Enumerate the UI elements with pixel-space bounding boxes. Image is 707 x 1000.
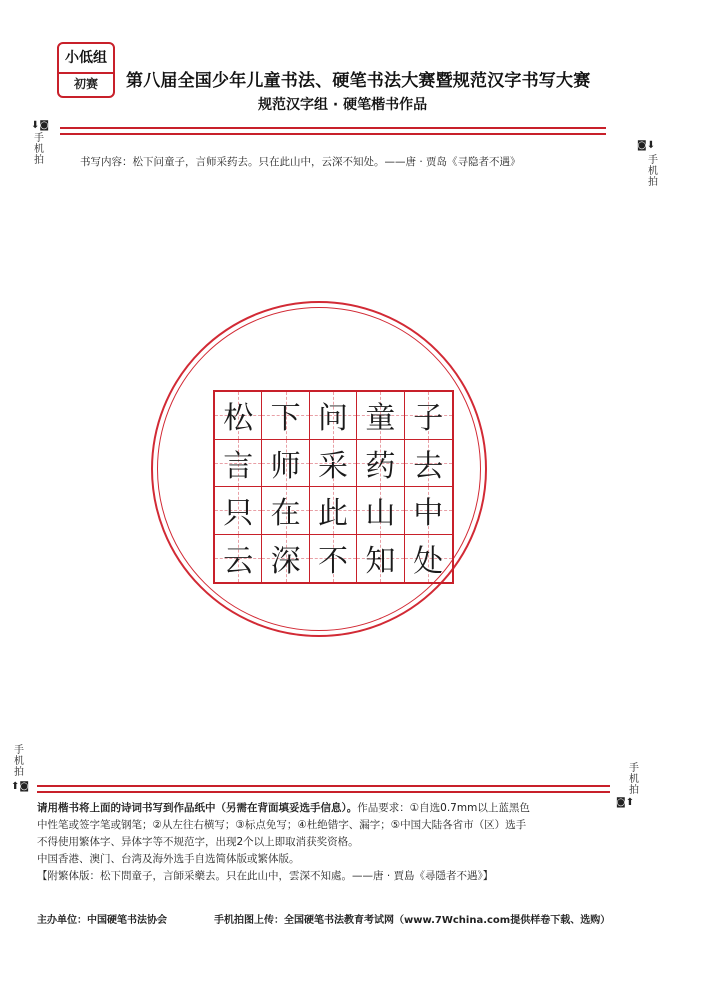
round-label: 初赛 — [73, 77, 98, 91]
grid-cell — [310, 392, 357, 440]
requirements-line: 中性笔或签字笔或钢笔；②从左往右横写；③标点免写；④杜绝错字、漏字；⑤中国大陆各省市（区）选手 — [37, 819, 527, 831]
grid-cell — [357, 487, 404, 535]
upload-info: 手机拍图上传：全国硬笔书法教育考试网（www.7Wchina.com提供样卷下载、选购） — [214, 915, 611, 926]
grid-cell — [215, 440, 262, 488]
photo-label-bottom-left: 手机拍 — [14, 745, 24, 778]
grid-char: 问 — [317, 401, 348, 437]
group-label: 小低组 — [59, 44, 113, 74]
grid-char: 深 — [270, 544, 301, 580]
grid-cell — [262, 535, 309, 583]
grid-char: 在 — [270, 496, 301, 532]
requirements-text — [37, 800, 637, 885]
grid-cell — [310, 440, 357, 488]
grid-cell — [405, 392, 452, 440]
camera-arrow-icon: ◙⬇ — [637, 140, 656, 151]
grid-char: 药 — [365, 448, 396, 484]
grid-cell — [357, 535, 404, 583]
top-divider-2 — [60, 133, 606, 135]
grid-cell — [405, 440, 452, 488]
traditional-version-note: 【附繁体版：松下問童子，言師采藥去。只在此山中，雲深不知處。——唐 · 賈島《尋隱者不遇》】 — [37, 870, 494, 882]
writing-content: 书写内容：松下问童子，言师采药去。只在此山中，云深不知处。——唐 · 贾岛《寻隐者不遇》 — [80, 156, 521, 168]
photo-label-top-left: 手机拍 — [34, 133, 44, 166]
grid-cell — [215, 535, 262, 583]
grid-char: 童 — [365, 401, 396, 437]
grid-cell — [215, 487, 262, 535]
grid-cell — [310, 487, 357, 535]
grid-char: 采 — [317, 448, 348, 484]
grid-char: 处 — [413, 544, 444, 580]
page-subtitle: 规范汉字组 · 硬笔楷书作品 — [258, 97, 428, 113]
grid-cell — [262, 440, 309, 488]
grid-char: 言 — [223, 448, 254, 484]
grid-cell — [262, 487, 309, 535]
grid-char: 不 — [317, 544, 348, 580]
grid-char: 中 — [413, 496, 444, 532]
camera-arrow-icon: ⬆◙ — [11, 781, 30, 792]
page-title: 第八届全国少年儿童书法、硬笔书法大赛暨规范汉字书写大赛 — [126, 71, 591, 91]
grid-cell — [262, 392, 309, 440]
writing-grid — [213, 390, 454, 584]
requirements-line: 中国香港、澳门、台湾及海外选手自选简体版或繁体版。 — [37, 853, 300, 865]
bottom-divider-1 — [37, 785, 610, 787]
requirements-line: 作品要求：①自选0.7mm以上蓝黑色 — [357, 802, 530, 814]
grid-char: 师 — [270, 448, 301, 484]
camera-arrow-icon: ◙⬆ — [616, 797, 635, 808]
camera-arrow-icon: ⬇◙ — [31, 120, 50, 131]
group-badge — [57, 42, 115, 98]
photo-label-bottom-right: 手机拍 — [629, 763, 639, 796]
grid-cell — [215, 392, 262, 440]
grid-cell — [357, 392, 404, 440]
grid-char: 山 — [365, 496, 396, 532]
grid-char: 子 — [413, 401, 444, 437]
photo-label-top-right: 手机拍 — [648, 155, 658, 188]
requirements-line: 不得使用繁体字、异体字等不规范字，出现2个以上即取消获奖资格。 — [37, 836, 359, 848]
grid-cell — [405, 487, 452, 535]
grid-char: 此 — [317, 496, 348, 532]
bottom-divider-2 — [37, 791, 610, 793]
grid-char: 只 — [223, 496, 254, 532]
grid-char: 松 — [223, 401, 254, 437]
grid-cell — [405, 535, 452, 583]
grid-cell — [310, 535, 357, 583]
grid-char: 知 — [365, 544, 396, 580]
grid-char: 去 — [413, 448, 444, 484]
top-divider-1 — [60, 127, 606, 129]
requirements-heading: 请用楷书将上面的诗词书写到作品纸中（另需在背面填妥选手信息）。 — [37, 802, 358, 814]
grid-char: 云 — [223, 544, 254, 580]
organizer-label: 主办单位：中国硬笔书法协会 — [37, 915, 167, 926]
grid-cell — [357, 440, 404, 488]
grid-char: 下 — [270, 401, 301, 437]
